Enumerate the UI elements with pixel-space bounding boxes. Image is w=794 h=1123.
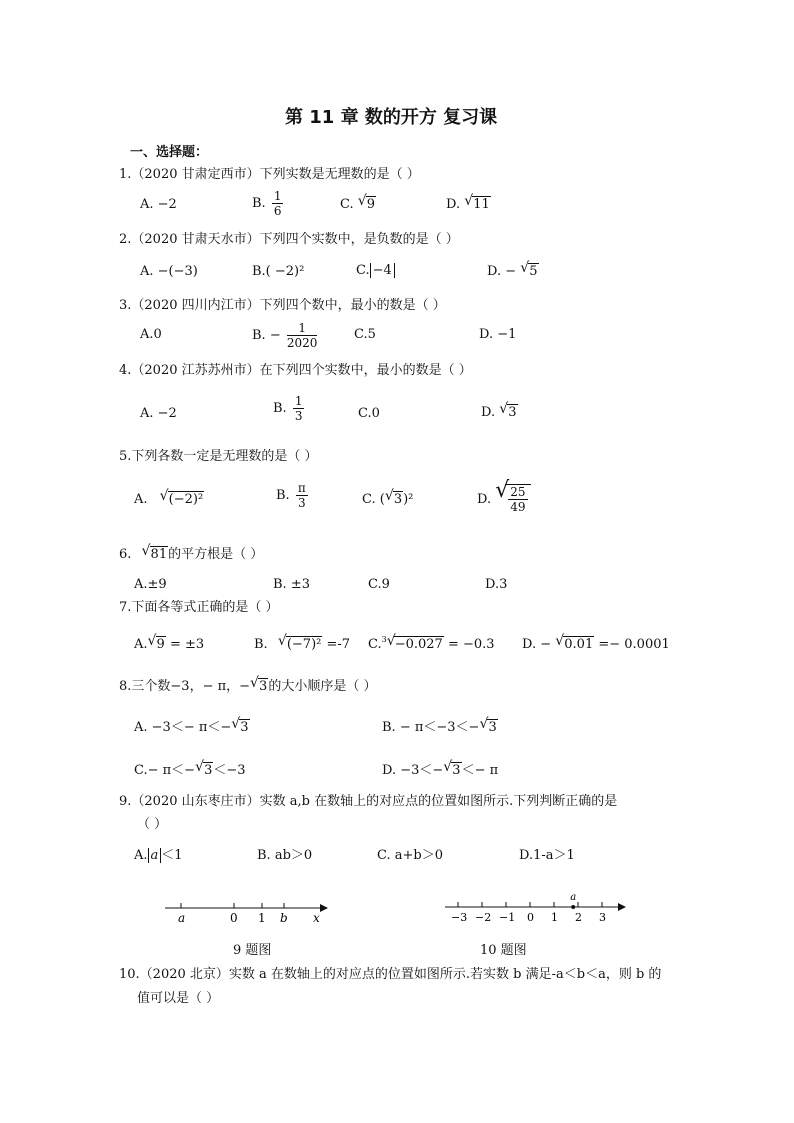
q7-option-d: D. − √ 0.01 =− 0.0001	[522, 633, 670, 652]
figure-10-caption: 10 题图	[480, 943, 527, 958]
figure-9-number-line	[160, 900, 330, 926]
tick-label-2: −1	[499, 911, 516, 924]
q3-option-c: C.5	[354, 327, 376, 342]
q8-option-c: C.− π＜− √ 3＜−3	[134, 759, 246, 778]
q3-option-b: B. − $\frac{1}{2020}$	[252, 321, 318, 350]
figure-9-caption: 9 题图	[233, 943, 272, 958]
q5-option-c: C. ( √ 3)²	[362, 488, 414, 507]
q2-option-a: A. −(−3)	[140, 264, 198, 279]
question-3-stem: 3.（2020 四川内江市）下列四个数中，最小的数是（ ）	[119, 298, 446, 313]
question-2-stem: 2.（2020 甘肃天水市）下列四个实数中，是负数的是（ ）	[119, 232, 459, 247]
q9-option-d: D.1-a＞1	[519, 848, 575, 863]
tick-label-1: −2	[475, 911, 492, 924]
tick-label-3: 0	[527, 911, 534, 924]
tick-label-6: 3	[599, 911, 606, 924]
q9-option-a: A. a ＜1	[134, 848, 183, 863]
question-6-stem: 6. √ 81的平方根是（ ）	[119, 543, 264, 562]
axis-arrow-icon	[618, 903, 626, 911]
label-b: b	[280, 911, 288, 925]
question-9-stem-cont: （ ）	[137, 817, 168, 832]
q8-option-b: B. − π＜−3＜− √ 3	[382, 716, 497, 735]
q9-option-c: C. a+b＞0	[377, 848, 443, 863]
figure-10-number-line	[442, 890, 632, 924]
q5-option-a: A. √ (−2)²	[134, 488, 204, 507]
q6-option-d: D.3	[485, 577, 508, 592]
q8-option-a: A. −3＜− π＜− √ 3	[134, 716, 249, 735]
tick-label-0: −3	[451, 911, 468, 924]
question-10-stem-cont: 值可以是（ ）	[137, 991, 220, 1006]
q1-option-b	[252, 190, 285, 217]
label-0: 0	[230, 911, 238, 925]
q5-option-d: D. √ $\frac{25}{49}$	[477, 484, 531, 513]
q4-option-c: C.0	[358, 406, 380, 421]
q3-option-d: D. −1	[479, 327, 517, 342]
point-a-label: a	[570, 892, 577, 903]
q1-option-a: A. −2	[140, 197, 177, 212]
point-a	[571, 905, 575, 909]
axis-arrow-icon	[320, 904, 328, 912]
q6-option-b: B. ±3	[273, 577, 310, 592]
q7-option-c: C.$^3$ √ −0.027 = −0.3	[368, 633, 495, 652]
question-7-stem: 7.下面各等式正确的是（ ）	[119, 600, 279, 615]
q6-option-a: A.±9	[134, 577, 167, 592]
label-a: a	[178, 911, 186, 925]
q5-option-b: B. $\frac{\pi}{3}$	[276, 481, 306, 510]
q3-option-a: A.0	[140, 327, 162, 342]
q4-option-b: B. $\frac{1}{3}$	[273, 394, 303, 423]
section-heading: 一、选择题：	[130, 145, 209, 160]
q2-option-d: D. − √ 5	[487, 260, 538, 279]
page-title: 第 11 章 数的开方 复习课	[285, 107, 498, 128]
q4-option-d: D. √ 3	[481, 401, 517, 420]
q2-option-b: B.( −2)²	[252, 264, 305, 279]
question-5-stem: 5.下列各数一定是无理数的是（ ）	[119, 449, 318, 464]
tick-label-4: 1	[551, 911, 558, 924]
q1-b-label: B.	[252, 196, 266, 211]
q7-option-a: A. √ 9 = ±3	[134, 633, 205, 652]
label-x: x	[313, 911, 320, 925]
q7-option-b: B. √ (−7)² =-7	[254, 633, 351, 652]
q1-b-fraction: $\frac{1}{6}$	[273, 189, 282, 218]
question-4-stem: 4.（2020 江苏苏州市）在下列四个实数中，最小的数是（ ）	[119, 363, 472, 378]
question-10-stem: 10.（2020 北京）实数 a 在数轴上的对应点的位置如图所示.若实数 b 满足-a＜b＜a，则 b 的	[119, 967, 662, 982]
q1-option-d: D. √ 11	[446, 193, 490, 212]
q8-option-d: D. −3＜− √ 3＜− π	[382, 759, 499, 778]
tick-label-5: 2	[575, 911, 582, 924]
question-9-stem: 9.（2020 山东枣庄市）实数 a,b 在数轴上的对应点的位置如图所示.下列判断正确的是	[119, 794, 618, 809]
q1-option-c: C. √ 9	[340, 193, 376, 212]
q2-option-c: C. −4	[356, 264, 395, 277]
q6-option-c: C.9	[368, 577, 390, 592]
question-1-stem: 1.（2020 甘肃定西市）下列实数是无理数的是（ ）	[119, 167, 420, 182]
question-8-stem: 8.三个数−3，− π，− √ 3的大小顺序是（ ）	[119, 675, 377, 694]
q4-option-a: A. −2	[140, 406, 177, 421]
label-1: 1	[258, 911, 266, 925]
q9-option-b: B. ab＞0	[257, 848, 313, 863]
